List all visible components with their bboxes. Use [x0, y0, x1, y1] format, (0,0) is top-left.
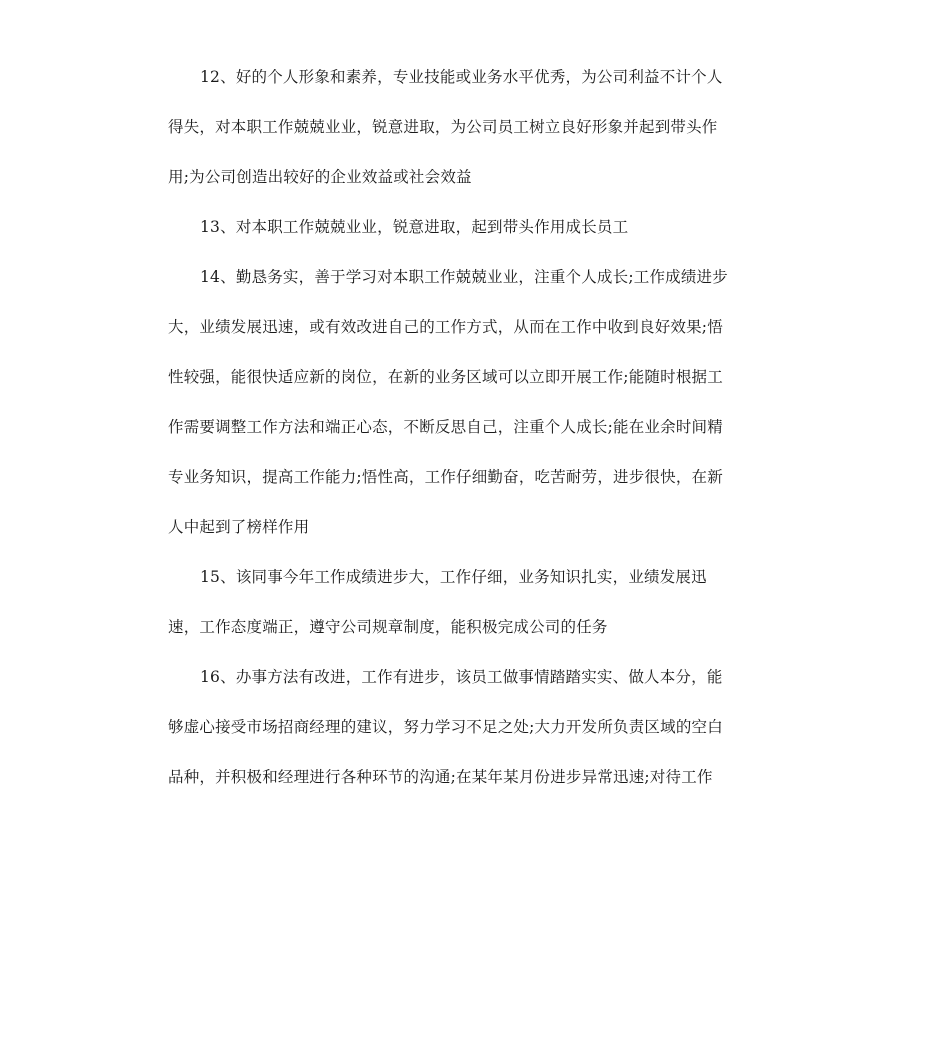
text-line: 够虚心接受市场招商经理的建议，努力学习不足之处;大力开发所负责区域的空白 — [168, 718, 723, 736]
text-line: 16、办事方法有改进，工作有进步，该员工做事情踏踏实实、做人本分，能 — [200, 668, 723, 686]
text-line: 性较强，能很快适应新的岗位，在新的业务区域可以立即开展工作;能随时根据工 — [168, 368, 723, 386]
paragraph-14 — [168, 262, 784, 562]
text-line: 大，业绩发展迅速，或有效改进自己的工作方式，从而在工作中收到良好效果;悟 — [168, 318, 723, 336]
text-line: 人中起到了榜样作用 — [168, 518, 310, 536]
text-line: 12、好的个人形象和素养，专业技能或业务水平优秀，为公司利益不计个人 — [200, 68, 723, 86]
text-line: 作需要调整工作方法和端正心态，不断反思自己，注重个人成长;能在业余时间精 — [168, 418, 723, 436]
paragraph-15 — [168, 562, 784, 662]
text-line: 用;为公司创造出较好的企业效益或社会效益 — [168, 168, 472, 186]
text-line: 速，工作态度端正，遵守公司规章制度，能积极完成公司的任务 — [168, 618, 608, 636]
text-line: 13、对本职工作兢兢业业，锐意进取，起到带头作用成长员工 — [200, 218, 629, 236]
paragraph-13 — [168, 212, 784, 262]
text-line: 专业务知识，提高工作能力;悟性高，工作仔细勤奋，吃苦耐劳，进步很快，在新 — [168, 468, 723, 486]
text-line: 15、该同事今年工作成绩进步大，工作仔细，业务知识扎实，业绩发展迅 — [200, 568, 707, 586]
text-line: 得失，对本职工作兢兢业业，锐意进取，为公司员工树立良好形象并起到带头作 — [168, 118, 718, 136]
document-page — [168, 62, 784, 812]
text-line: 品种，并积极和经理进行各种环节的沟通;在某年某月份进步异常迅速;对待工作 — [168, 768, 713, 786]
paragraph-12 — [168, 62, 784, 212]
text-line: 14、勤恳务实，善于学习对本职工作兢兢业业，注重个人成长;工作成绩进步 — [200, 268, 728, 286]
paragraph-16 — [168, 662, 784, 812]
